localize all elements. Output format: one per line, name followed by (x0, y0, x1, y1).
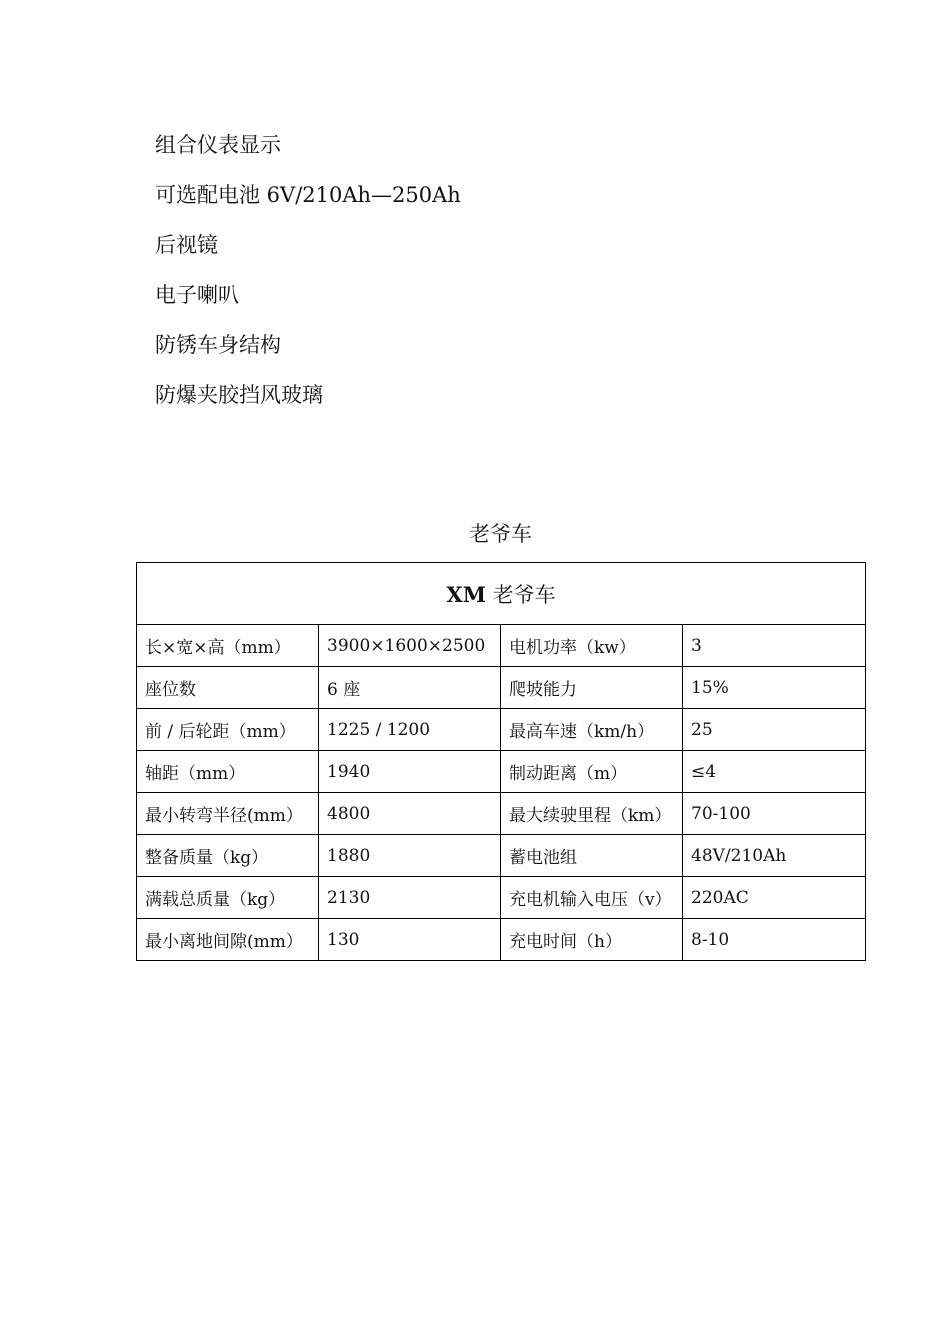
spec-label: 充电机输入电压（v） (501, 877, 683, 919)
spec-value: 4800 (319, 793, 501, 835)
model-name: 老爷车 (492, 582, 556, 607)
spec-label: 座位数 (137, 667, 319, 709)
model-code: XM (446, 581, 486, 607)
spec-value: 3900×1600×2500 (319, 625, 501, 667)
spec-value: 70-100 (683, 793, 866, 835)
spec-label: 电机功率（kw） (501, 625, 683, 667)
feature-item: 可选配电池 6V/210Ah—250Ah (155, 183, 461, 207)
spec-label: 爬坡能力 (501, 667, 683, 709)
spec-label: 制动距离（m） (501, 751, 683, 793)
spec-value: 2130 (319, 877, 501, 919)
spec-label: 最小离地间隙(mm） (137, 919, 319, 961)
spec-value: 1940 (319, 751, 501, 793)
table-caption: 老爷车 (469, 522, 532, 546)
spec-table-header (137, 563, 866, 625)
table-row (137, 877, 866, 919)
table-row (137, 625, 866, 667)
spec-label: 最大续驶里程（km） (501, 793, 683, 835)
feature-item: 防爆夹胶挡风玻璃 (155, 383, 323, 407)
table-row (137, 793, 866, 835)
feature-item: 电子喇叭 (155, 283, 239, 307)
spec-label: 最小转弯半径(mm） (137, 793, 319, 835)
feature-list (155, 120, 461, 420)
feature-item: 防锈车身结构 (155, 333, 281, 357)
spec-value: 15% (683, 667, 866, 709)
spec-value: 48V/210Ah (683, 835, 866, 877)
spec-value: 130 (319, 919, 501, 961)
spec-value: 1225 / 1200 (319, 709, 501, 751)
feature-item: 组合仪表显示 (155, 133, 281, 157)
spec-value: 6 座 (319, 667, 501, 709)
spec-label: 满载总质量（kg） (137, 877, 319, 919)
spec-value: 8-10 (683, 919, 866, 961)
table-row (137, 751, 866, 793)
spec-label: 最高车速（km/h） (501, 709, 683, 751)
spec-value: ≤4 (683, 751, 866, 793)
spec-label: 前 / 后轮距（mm） (137, 709, 319, 751)
table-row (137, 919, 866, 961)
spec-label: 长×宽×高（mm） (137, 625, 319, 667)
spec-value: 220AC (683, 877, 866, 919)
spec-label: 充电时间（h） (501, 919, 683, 961)
spec-table-header-row (137, 563, 866, 625)
spec-label: 轴距（mm） (137, 751, 319, 793)
table-row (137, 709, 866, 751)
spec-value: 1880 (319, 835, 501, 877)
spec-label: 整备质量（kg） (137, 835, 319, 877)
spec-value: 25 (683, 709, 866, 751)
table-row (137, 667, 866, 709)
feature-item: 后视镜 (155, 233, 218, 257)
spec-table (136, 562, 866, 961)
table-row (137, 835, 866, 877)
spec-label: 蓄电池组 (501, 835, 683, 877)
spec-value: 3 (683, 625, 866, 667)
